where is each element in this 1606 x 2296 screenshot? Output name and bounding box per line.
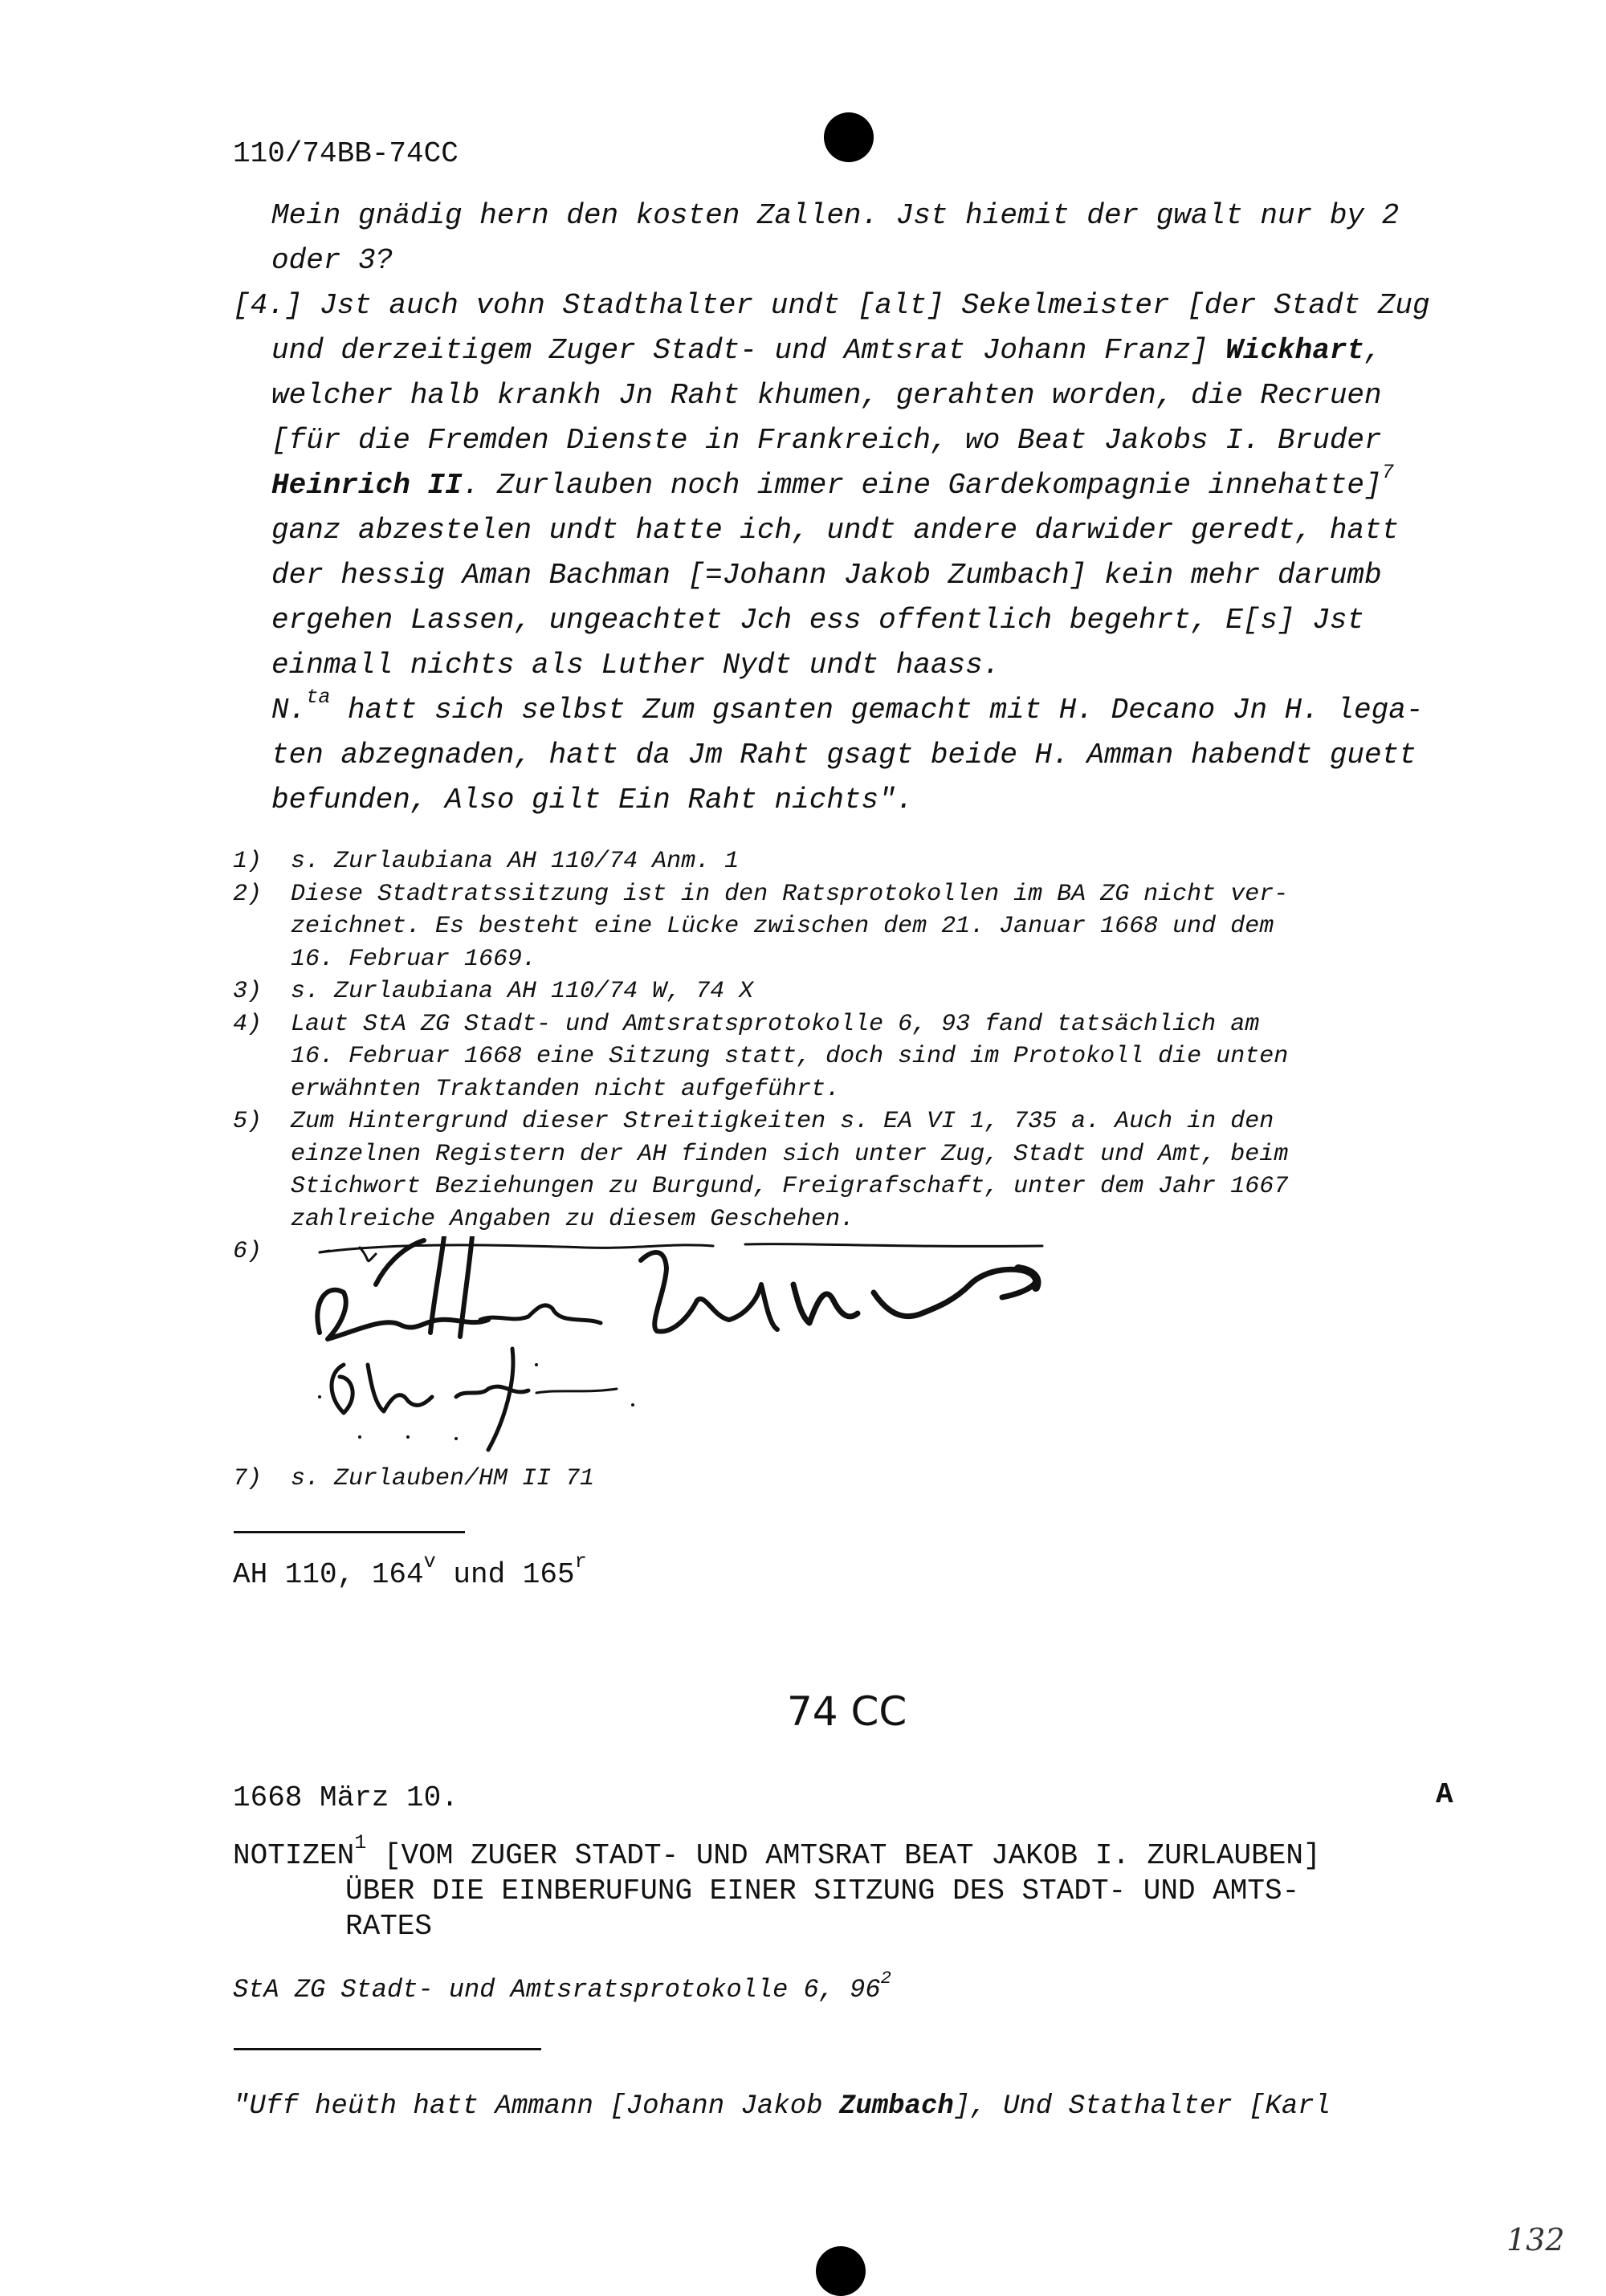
footnote xyxy=(233,975,1486,1008)
text-line: [für die Fremden Dienste in Frankreich, wo Beat Jakobs I. Bruder xyxy=(271,424,1382,457)
footnote xyxy=(233,1105,1486,1236)
text-line: [4.] Jst auch vohn Stadthalter undt [alt] Sekelmeister [der Stadt Zug xyxy=(233,289,1430,322)
footnote xyxy=(233,1463,1486,1496)
footnote-line: Zum Hintergrund dieser Streitigkeiten s. EA VI 1, 735 a. Auch in den xyxy=(291,1108,1274,1135)
footnote-ref: 7 xyxy=(1381,461,1394,485)
text-line: Mein gnädig hern den kosten Zallen. Jst hiemit der gwalt nur by 2 xyxy=(271,199,1400,232)
text-line: einmall nichts als Luther Nydt undt haass. xyxy=(271,649,1001,682)
footnote-number: 7) xyxy=(233,1465,263,1492)
paragraph-3: N.$^{ta}$ hatt sich selbst Zum gsanten gemacht mit H. Decano Jn H. lega- ten abzegnaden, hatt da Jm Raht gsagt beide H. Amman habendt guett befunden, Also gilt Ein Raht nichts". xyxy=(271,686,1424,816)
text-line: ergehen Lassen, ungeachtet Jch ess offentlich begehrt, E[s] Jst xyxy=(271,604,1365,637)
document-title: NOTIZEN$^1$ [VOM ZUGER STADT- UND AMTSRAT BEAT JAKOB I. ZURLAUBEN] ÜBER DIE EINBERUFUNG EINER SITZUNG DES STADT- UND AMTS- RATES xyxy=(233,1831,1321,1943)
document-date: 1668 März 10. xyxy=(233,1781,459,1814)
binding-hole-bottom xyxy=(816,2246,866,2296)
text-line: ten abzegnaden, hatt da Jm Raht gsagt beide H. Amman habendt guett xyxy=(271,739,1416,771)
text-line: und derzeitigem Zuger Stadt- und Amtsrat Johann Franz] xyxy=(271,334,1226,367)
text-line: N. xyxy=(271,694,307,727)
footnote-line: zeichnet. Es besteht eine Lücke zwischen dem 21. Januar 1668 und dem xyxy=(291,913,1274,940)
page-number-handwritten: 132 xyxy=(1506,2222,1565,2257)
footnote-line: s. Zurlaubiana AH 110/74 Anm. 1 xyxy=(291,848,740,875)
footnote-line: s. Zurlaubiana AH 110/74 W, 74 X xyxy=(291,978,754,1005)
paragraph-1 xyxy=(233,193,1486,283)
footnotes xyxy=(233,845,1486,1268)
text-line: ganz abzestelen undt hatte ich, undt andere darwider geredt, hatt xyxy=(271,514,1400,547)
paragraph-2: [4.] Jst auch vohn Stadthalter undt [alt] Sekelmeister [der Stadt Zug und derzeitigem Zuger Stadt- und Amtsrat Johann Franz] Wickhart, welcher halb krankh Jn Raht khumen, gerahten worden, die Recruen [für die Fremden Dienste in Frankreich, wo Beat Jakobs I. Bruder Heinrich II. Zurlauben noch immer eine Gardekompagnie innehatte]$^7$ ganz abzestelen undt hatte ich, undt andere darwider geredt, hatt der hessig Aman Bachman [=Johann Jakob Zumbach] kein mehr darumb ergehen Lassen, ungeachtet Jch ess offentlich begehrt, E[s] Jst einmall nichts als Luther Nydt undt haass. xyxy=(233,289,1430,682)
name-heinrich: Heinrich II xyxy=(271,469,463,502)
page-reference: 110/74BB-74CC xyxy=(233,137,459,170)
footnote-number: 2) xyxy=(233,880,263,908)
footnote-number: 1) xyxy=(233,848,263,875)
footnote-number: 6) xyxy=(233,1238,263,1265)
name-wickhart: Wickhart xyxy=(1225,334,1365,367)
document-source: StA ZG Stadt- und Amtsratsprotokolle 6, $96^2$ xyxy=(233,1968,891,2005)
text-line: befunden, Also gilt Ein Raht nichts". xyxy=(271,784,914,816)
text-line: der hessig Aman Bachman [=Johann Jakob Zumbach] kein mehr darumb xyxy=(271,559,1382,592)
footnote-number: 5) xyxy=(233,1108,263,1135)
footnote-line: Laut StA ZG Stadt- und Amtsratsprotokolle 6, 93 fand tatsächlich am xyxy=(291,1010,1260,1038)
footnote-line: Diese Stadtratssitzung ist in den Ratsprotokollen im BA ZG nicht ver- xyxy=(291,880,1289,908)
footnote-line: 16. Februar 1668 eine Sitzung statt, doch sind im Protokoll die unten xyxy=(291,1043,1289,1070)
footnote-number: 3) xyxy=(233,978,263,1005)
text-line: welcher halb krankh Jn Raht khumen, gerahten worden, die Recruen xyxy=(271,379,1382,412)
handwriting-excerpt-image xyxy=(296,1236,1066,1453)
footnote-line: s. Zurlauben/HM II 71 xyxy=(291,1465,595,1492)
main-text xyxy=(233,193,1486,823)
footnote xyxy=(233,1008,1486,1106)
footnote-line: zahlreiche Angaben zu diesem Geschehen. xyxy=(291,1205,855,1233)
separator-rule xyxy=(234,1531,465,1533)
document-number: 74 CC xyxy=(787,1688,907,1735)
text-line: oder 3? xyxy=(271,244,393,277)
footnote-line: Stichwort Beziehungen zu Burgund, Freigrafschaft, unter dem Jahr 1667 xyxy=(291,1173,1289,1200)
document-letter: A xyxy=(1436,1778,1453,1811)
quotation-start: "Uff heüth hatt Ammann [Johann Jakob Zumbach], Und Stathalter [Karl xyxy=(233,2091,1331,2122)
footnote xyxy=(233,878,1486,976)
footnote-line: erwähnten Traktanden nicht aufgeführt. xyxy=(291,1075,841,1103)
footnote-line: einzelnen Registern der AH finden sich unter Zug, Stadt und Amt, beim xyxy=(291,1140,1289,1168)
footnote xyxy=(233,845,1486,878)
source-reference: AH 110, 164$^v$ und 165$^r$ xyxy=(233,1550,587,1591)
separator-rule xyxy=(234,2048,541,2050)
binding-hole-top xyxy=(824,112,874,162)
footnote-line: 16. Februar 1669. xyxy=(291,945,537,973)
footnote-number: 4) xyxy=(233,1010,263,1038)
